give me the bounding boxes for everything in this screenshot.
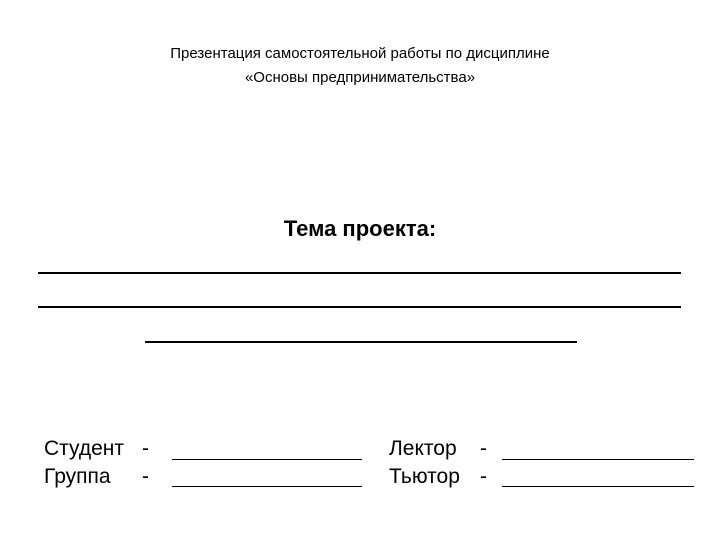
student-label: Студент — [44, 437, 124, 460]
header-line-2: «Основы предпринимательства» — [244, 69, 476, 86]
presentation-header — [0, 42, 720, 90]
topic-blank-line-3[interactable] — [145, 341, 577, 343]
lecturer-dash: - — [480, 437, 487, 460]
student-blank[interactable] — [172, 459, 362, 460]
student-dash: - — [142, 437, 149, 460]
group-dash: - — [142, 465, 149, 488]
tutor-label: Тьютор — [389, 465, 460, 488]
topic-title: Тема проекта: — [283, 216, 437, 241]
topic-blank-line-1[interactable] — [38, 272, 681, 274]
group-label: Группа — [44, 465, 111, 488]
header-line-1: Презентация самостоятельной работы по дисциплине — [170, 45, 550, 62]
tutor-dash: - — [480, 465, 487, 488]
lecturer-blank[interactable] — [502, 459, 694, 460]
topic-blank-line-2[interactable] — [38, 306, 681, 308]
lecturer-label: Лектор — [389, 437, 457, 460]
tutor-blank[interactable] — [502, 486, 694, 487]
group-blank[interactable] — [172, 486, 362, 487]
